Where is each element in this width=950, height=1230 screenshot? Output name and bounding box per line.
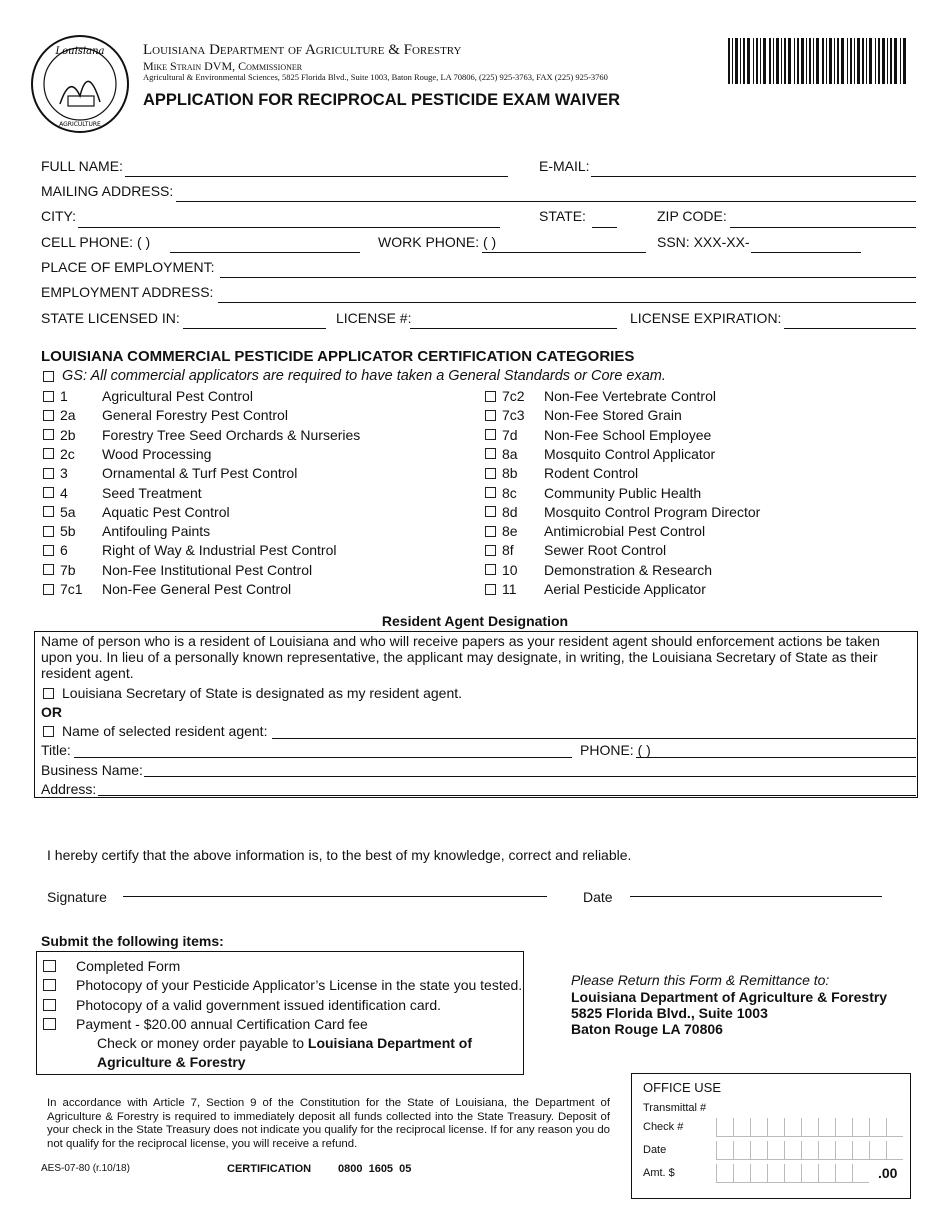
state-label: STATE:: [539, 208, 586, 224]
category-label: Aerial Pesticide Applicator: [544, 581, 706, 597]
category-label: Antifouling Paints: [102, 523, 211, 540]
category-row-6: [43, 542, 336, 558]
category-row-2c: [43, 446, 211, 462]
zip-field[interactable]: [730, 227, 916, 228]
state-licensed-field[interactable]: [183, 328, 326, 329]
category-checkbox-11[interactable]: [485, 584, 496, 595]
ssn-label: SSN: XXX-XX-: [657, 234, 750, 250]
category-code: 8e: [502, 523, 518, 540]
check-note-payee-1: Louisiana Department of: [307, 1035, 473, 1051]
category-row-11: [485, 581, 706, 597]
license-number-field[interactable]: [410, 328, 617, 329]
license-expiration-label: LICENSE EXPIRATION:: [630, 310, 782, 326]
category-checkbox-7b[interactable]: [43, 564, 54, 575]
category-code: 10: [502, 561, 518, 578]
gs-row: [43, 368, 666, 384]
category-code: 11: [502, 581, 517, 597]
category-checkbox-8e[interactable]: [485, 526, 496, 537]
state-licensed-label: STATE LICENSED IN:: [41, 310, 180, 326]
category-checkbox-7c2[interactable]: [485, 391, 496, 402]
barcode: [728, 38, 908, 84]
category-checkbox-2b[interactable]: [43, 429, 54, 440]
category-row-10: [485, 562, 712, 578]
category-row-7b: [43, 562, 312, 578]
svg-text:Louisiana: Louisiana: [55, 46, 105, 57]
agent-heading: Resident Agent Designation: [381, 613, 569, 629]
category-code: 7b: [60, 561, 76, 578]
category-checkbox-8c[interactable]: [485, 487, 496, 498]
submit-item: [43, 997, 441, 1013]
city-field[interactable]: [78, 227, 500, 228]
category-label: Sewer Root Control: [544, 542, 667, 559]
category-checkbox-6[interactable]: [43, 545, 54, 556]
named-agent-label: Name of selected resident agent:: [62, 723, 268, 739]
submit-item: [43, 1016, 368, 1032]
license-number-label: LICENSE #:: [336, 310, 412, 326]
category-row-2a: [43, 407, 288, 423]
category-row-3: [43, 465, 297, 481]
category-row-5b: [43, 523, 210, 539]
agent-phone-field[interactable]: [636, 757, 916, 758]
category-row-4: [43, 485, 202, 501]
category-label: Non-Fee School Employee: [544, 426, 712, 443]
form-id: AES-07-80 (r.10/18): [41, 1163, 130, 1174]
category-code: 2b: [60, 426, 76, 443]
category-code: 3: [60, 465, 68, 482]
category-label: Mosquito Control Applicator: [544, 445, 716, 462]
return-line-3: Baton Rouge LA 70806: [571, 1021, 723, 1037]
amount-cents: .00: [878, 1165, 898, 1181]
category-checkbox-8a[interactable]: [485, 448, 496, 459]
business-name-field[interactable]: [144, 776, 916, 777]
date-field[interactable]: [630, 896, 882, 897]
category-code: 8c: [502, 484, 517, 501]
svg-text:AGRICULTURE: AGRICULTURE: [59, 121, 101, 128]
ssn-field[interactable]: [751, 252, 861, 253]
named-agent-field[interactable]: [272, 738, 916, 739]
signature-label: Signature: [47, 889, 107, 905]
submit-item-checkbox[interactable]: [43, 979, 56, 991]
category-checkbox-2c[interactable]: [43, 448, 54, 459]
sos-option-row: [43, 685, 462, 701]
cell-phone-field[interactable]: [170, 252, 360, 253]
category-label: Community Public Health: [544, 484, 702, 501]
category-code: 2a: [60, 407, 76, 424]
category-row-8b: [485, 465, 638, 481]
agent-address-label: Address:: [41, 781, 97, 797]
department-seal: [30, 34, 130, 134]
category-row-7d: [485, 427, 711, 443]
office-date-label: Date: [643, 1144, 667, 1156]
submit-item-label: Photocopy of a valid government issued identification card.: [76, 996, 441, 1013]
category-row-1: [43, 388, 253, 404]
full-name-field[interactable]: [125, 176, 508, 177]
work-phone-field[interactable]: [482, 252, 646, 253]
category-checkbox-1[interactable]: [43, 391, 54, 402]
category-label: Seed Treatment: [102, 484, 202, 501]
category-code: 6: [60, 542, 68, 559]
category-label: Non-Fee General Pest Control: [102, 581, 292, 597]
cert-code: 0800 1605 05: [338, 1163, 412, 1175]
cell-phone-label: CELL PHONE: ( ): [41, 234, 151, 250]
email-label: E-MAIL:: [539, 158, 590, 174]
category-row-8c: [485, 485, 701, 501]
submit-item: [43, 958, 180, 974]
business-name-label: Business Name:: [41, 762, 143, 778]
state-field[interactable]: [592, 227, 617, 228]
category-label: General Forestry Pest Control: [102, 407, 288, 424]
email-field[interactable]: [591, 176, 916, 177]
office-grid-row-2[interactable]: [716, 1141, 903, 1160]
city-label: CITY:: [41, 208, 77, 224]
category-checkbox-7c3[interactable]: [485, 410, 496, 421]
named-agent-checkbox[interactable]: [43, 726, 54, 737]
department-name: Louisiana Department of Agriculture & Forestry: [143, 42, 462, 58]
category-label: Forestry Tree Seed Orchards & Nurseries: [102, 426, 361, 443]
gs-label: GS: All commercial applicators are required to have taken a General Standards or Core exam.: [62, 368, 666, 384]
deposit-notice: In accordance with Article 7, Section 9 of the Constitution for the State of Louisiana, the Department of Agriculture & Forestry is required to immediately deposit all funds collected into the State Treasury. Deposit of your check in the State Treasury does not indicate you qualify for the reciprocal license. If for any reason you do not qualify for the reciprocal license, you will receive a refund.: [47, 1097, 610, 1150]
category-row-7c2: [485, 388, 716, 404]
category-label: Non-Fee Institutional Pest Control: [102, 561, 313, 578]
return-line-2: 5825 Florida Blvd., Suite 1003: [571, 1005, 768, 1021]
cert-label: CERTIFICATION: [227, 1163, 312, 1175]
category-checkbox-8d[interactable]: [485, 506, 496, 517]
check-label: Check #: [643, 1121, 684, 1133]
category-code: 8b: [502, 465, 518, 482]
category-code: 5b: [60, 523, 76, 540]
category-checkbox-7d[interactable]: [485, 429, 496, 440]
submit-item: [43, 977, 522, 993]
category-checkbox-7c1[interactable]: [43, 584, 54, 595]
form-title: APPLICATION FOR RECIPROCAL PESTICIDE EXAM WAIVER: [143, 91, 621, 109]
category-label: Rodent Control: [544, 465, 639, 482]
or-label: OR: [41, 704, 62, 720]
check-note: [97, 1034, 507, 1072]
category-row-8e: [485, 523, 705, 539]
category-row-7c1: [43, 581, 291, 597]
zip-label: ZIP CODE:: [657, 208, 727, 224]
transmittal-label: Transmittal #: [643, 1102, 707, 1114]
category-checkbox-5b[interactable]: [43, 526, 54, 537]
submit-item-checkbox[interactable]: [43, 999, 56, 1011]
category-label: Agricultural Pest Control: [102, 388, 253, 404]
office-grid-row-3[interactable]: [716, 1164, 869, 1183]
date-label: Date: [583, 889, 613, 905]
submit-heading: Submit the following items:: [41, 933, 224, 949]
return-line-1: Louisiana Department of Agriculture & Forestry: [571, 989, 888, 1005]
agent-address-field[interactable]: [98, 795, 916, 796]
department-address: Agricultural & Environmental Sciences, 5825 Florida Blvd., Suite 1003, Baton Rouge, LA 70806, (225) 925-3763, FAX (225) 925-3760: [143, 72, 608, 82]
check-note-payee-2: Agriculture & Forestry: [97, 1054, 246, 1070]
gs-checkbox[interactable]: [43, 371, 54, 382]
category-code: 7c3: [502, 407, 525, 424]
category-code: 4: [60, 484, 68, 501]
category-row-8f: [485, 542, 666, 558]
category-code: 7d: [502, 426, 518, 443]
full-name-label: FULL NAME:: [41, 158, 123, 174]
category-checkbox-3[interactable]: [43, 468, 54, 479]
category-checkbox-10[interactable]: [485, 564, 496, 575]
category-checkbox-2a[interactable]: [43, 410, 54, 421]
work-phone-label: WORK PHONE: ( ): [378, 234, 497, 250]
employment-address-field[interactable]: [218, 302, 916, 303]
mailing-address-field[interactable]: [176, 201, 916, 202]
category-code: 5a: [60, 503, 76, 520]
sos-checkbox[interactable]: [43, 688, 54, 699]
submit-item-checkbox[interactable]: [43, 960, 56, 972]
category-row-8d: [485, 504, 760, 520]
amount-label: Amt. $: [643, 1167, 675, 1179]
submit-item-label: Completed Form: [76, 958, 181, 974]
category-checkbox-8f[interactable]: [485, 545, 496, 556]
signature-field[interactable]: [123, 896, 547, 897]
categories-heading: LOUISIANA COMMERCIAL PESTICIDE APPLICATOR CERTIFICATION CATEGORIES: [41, 348, 635, 365]
submit-item-label: Photocopy of your Pesticide Applicator’s License in the state you tested.: [76, 977, 523, 994]
named-agent-row: [43, 723, 267, 739]
category-row-5a: [43, 504, 230, 520]
category-label: Demonstration & Research: [544, 561, 713, 578]
category-label: Right of Way & Industrial Pest Control: [102, 542, 337, 559]
category-code: 7c1: [60, 581, 83, 597]
category-row-7c3: [485, 407, 682, 423]
category-label: Non-Fee Stored Grain: [544, 407, 682, 424]
category-row-2b: [43, 427, 360, 443]
category-checkbox-8b[interactable]: [485, 468, 496, 479]
office-use-heading: OFFICE USE: [643, 1080, 722, 1095]
check-note-prefix: Check or money order payable to: [97, 1035, 308, 1051]
certify-statement: I hereby certify that the above information is, to the best of my knowledge, correct and reliable.: [47, 847, 632, 863]
submit-item-label: Payment - $20.00 annual Certification Card fee: [76, 1015, 368, 1032]
employment-address-label: EMPLOYMENT ADDRESS:: [41, 284, 214, 300]
category-row-8a: [485, 446, 715, 462]
category-label: Antimicrobial Pest Control: [544, 523, 706, 540]
submit-item-checkbox[interactable]: [43, 1018, 56, 1030]
place-of-employment-field[interactable]: [220, 277, 916, 278]
license-expiration-field[interactable]: [784, 328, 916, 329]
agent-title-field[interactable]: [74, 757, 572, 758]
commissioner-name: Mike Strain DVM, Commissioner: [143, 59, 303, 73]
return-intro: Please Return this Form & Remittance to:: [571, 972, 830, 988]
agent-title-label: Title:: [41, 742, 71, 758]
category-label: Aquatic Pest Control: [102, 503, 230, 520]
category-label: Non-Fee Vertebrate Control: [544, 388, 716, 404]
agent-intro: Name of person who is a resident of Louisiana and who will receive papers as your resident agent should enforcement actions be taken upon you. In lieu of a personally known representative, the applicant may designate, in writing, the Louisiana Secretary of State as their resident agent.: [41, 633, 880, 681]
category-code: 7c2: [502, 388, 525, 404]
category-checkbox-5a[interactable]: [43, 506, 54, 517]
category-label: Mosquito Control Program Director: [544, 503, 761, 520]
category-code: 8d: [502, 503, 518, 520]
office-grid-row-1[interactable]: [716, 1118, 903, 1137]
category-label: Ornamental & Turf Pest Control: [102, 465, 298, 482]
agent-phone-label: PHONE: ( ): [580, 742, 651, 758]
category-code: 1: [60, 388, 68, 404]
category-code: 8a: [502, 445, 518, 462]
category-label: Wood Processing: [102, 445, 212, 462]
place-of-employment-label: PLACE OF EMPLOYMENT:: [41, 259, 215, 275]
category-code: 8f: [502, 542, 514, 559]
sos-option-label: Louisiana Secretary of State is designated as my resident agent.: [62, 685, 463, 701]
mailing-address-label: MAILING ADDRESS:: [41, 183, 174, 199]
category-checkbox-4[interactable]: [43, 487, 54, 498]
category-code: 2c: [60, 445, 75, 462]
